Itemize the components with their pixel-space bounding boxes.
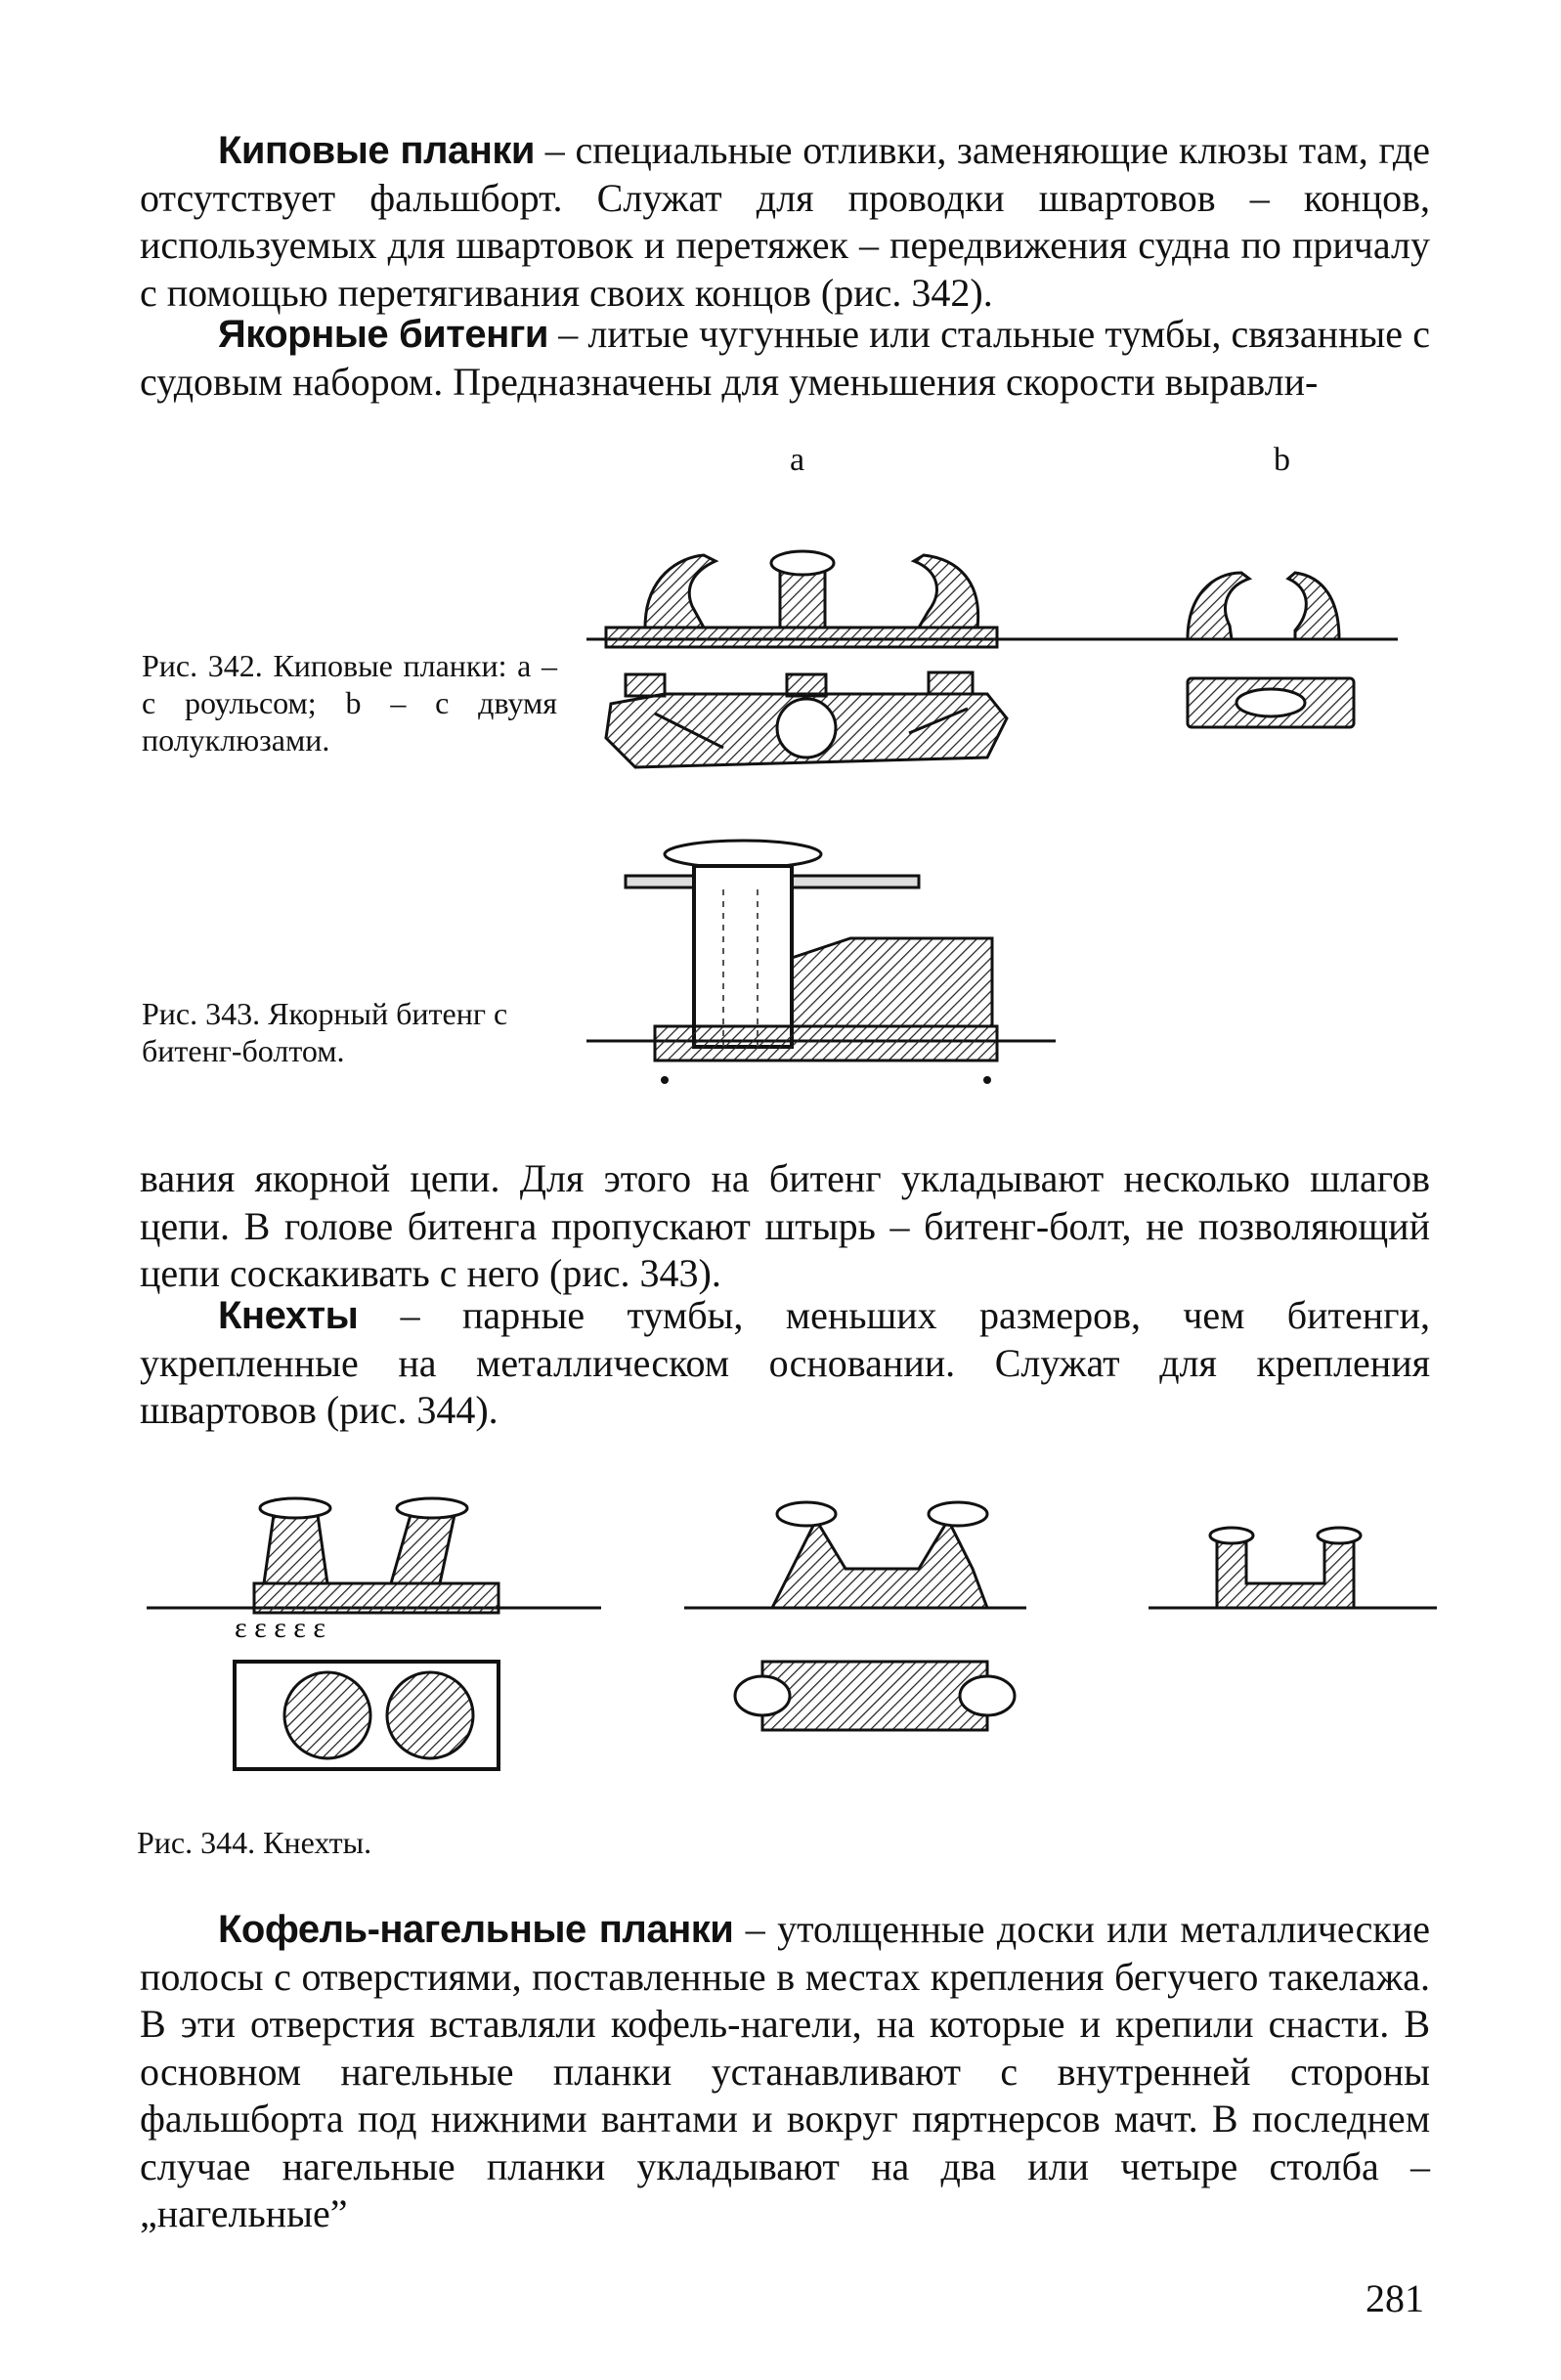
paragraph-knehty xyxy=(140,1292,1430,1435)
term-knehty: Кнехты xyxy=(218,1294,359,1337)
page-number: 281 xyxy=(1366,2276,1424,2320)
figure-343-caption: Рис. 343. Якорный битенг с битенг-болтом. xyxy=(142,996,508,1068)
paragraph-text: вания якорной цепи. Для этого на битенг укладывают несколько шлагов цепи. В голове битенга пропускают штырь – битенг-болт, не позволяющий цепи соскакивать с него (рис. 343). xyxy=(140,1156,1430,1295)
figure-342a-fairlead-roller xyxy=(586,538,1114,831)
paragraph-kipovye-planki xyxy=(140,127,1430,317)
paragraph-text: – литые чугунные или стальные тумбы, связанные с судовым набором. Предназначены для уменьшения скорости выравли- xyxy=(140,312,1430,404)
figure-342-caption: Рис. 342. Киповые планки: а – с роульсом; b – с двумя полуклюзами. xyxy=(142,648,557,757)
figure-343-anchor-bitt xyxy=(586,831,1056,1095)
bolt-marks: ɛ ɛ ɛ ɛ ɛ xyxy=(235,1612,325,1644)
term-kipovye-planki: Киповые планки xyxy=(218,129,536,172)
figure-342b-fairlead-half-chocks xyxy=(1105,557,1398,753)
paragraph-text: – парные тумбы, меньших размеров, чем битенги, укрепленные на металлическом основании. Служат для крепления швартовов (рис. 344). xyxy=(140,1293,1430,1432)
figure-344-caption: Рис. 344. Кнехты. xyxy=(137,1825,372,1860)
figure-label-a: a xyxy=(790,442,805,478)
figure-344-bollards xyxy=(147,1491,1437,1794)
term-yakornye-bitengi: Якорные битенги xyxy=(218,313,549,356)
figure-label-b: b xyxy=(1274,442,1290,478)
paragraph-yakornye-bitengi xyxy=(140,311,1430,406)
paragraph-bitt-continuation xyxy=(140,1155,1430,1298)
term-kofel-nagelnye-planki: Кофель-нагельные планки xyxy=(218,1908,734,1951)
paragraph-text: – утолщенные доски или металлические полосы с отверстиями, поставленные в местах крепления бегучего такелажа. В эти отверстия вставляли кофель-нагели, на которые и крепили снасти. В основном нагельные планки устанавливают с внутренней стороны фальшборта под нижними вантами и вокруг пяртнерсов мачт. В последнем случае нагельные планки укладывают на два или четыре столба – „нагельные” xyxy=(140,1907,1430,2235)
paragraph-kofel-nagelnye-planki xyxy=(140,1906,1430,2238)
paragraph-text: – специальные отливки, заменяющие клюзы там, где отсутствует фальшборт. Служат для проводки швартовов – концов, используемых для швартовок и перетяжек – передвижения судна по причалу с помощью перетягивания своих концов (рис. 342). xyxy=(140,128,1431,315)
